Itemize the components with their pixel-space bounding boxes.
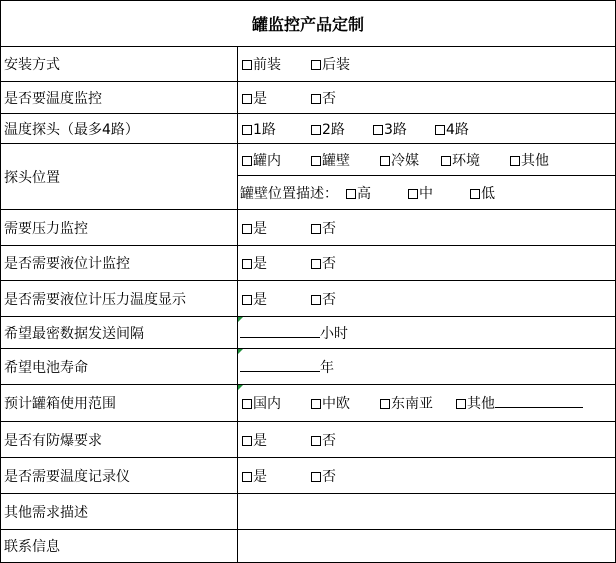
install-option-front[interactable]: 前装 bbox=[242, 54, 281, 74]
checkbox-icon[interactable] bbox=[242, 224, 252, 234]
checkbox-icon[interactable] bbox=[242, 60, 252, 70]
checkbox-icon[interactable] bbox=[456, 399, 466, 409]
pressure-options bbox=[238, 210, 616, 246]
checkbox-icon[interactable] bbox=[311, 156, 321, 166]
interval-input[interactable]: 小时 bbox=[240, 323, 348, 343]
position-options bbox=[238, 144, 616, 176]
checkbox-icon[interactable] bbox=[242, 259, 252, 269]
checkbox-icon[interactable] bbox=[510, 156, 520, 166]
recorder-options bbox=[238, 458, 616, 494]
form-title: 罐监控产品定制 bbox=[1, 1, 616, 47]
battery-label: 希望电池寿命 bbox=[1, 349, 238, 385]
level-display-label: 是否需要液位计压力温度显示 bbox=[1, 281, 238, 317]
position-option-inside[interactable]: 罐内 bbox=[242, 150, 281, 170]
position-label: 探头位置 bbox=[1, 144, 238, 210]
wall-position-mid[interactable]: 中 bbox=[408, 183, 433, 203]
checkbox-icon[interactable] bbox=[311, 94, 321, 104]
contact-field[interactable] bbox=[238, 530, 616, 563]
recorder-no[interactable]: 否 bbox=[311, 466, 336, 486]
range-southeast-asia[interactable]: 东南亚 bbox=[380, 393, 433, 413]
explosion-options bbox=[238, 422, 616, 458]
position-option-refrigerant[interactable]: 冷媒 bbox=[380, 150, 419, 170]
explosion-label: 是否有防爆要求 bbox=[1, 422, 238, 458]
recorder-yes[interactable]: 是 bbox=[242, 466, 267, 486]
range-options bbox=[238, 385, 616, 422]
checkbox-icon[interactable] bbox=[311, 125, 321, 135]
pressure-no[interactable]: 否 bbox=[311, 218, 336, 238]
probe-options bbox=[238, 114, 616, 144]
checkbox-icon[interactable] bbox=[242, 156, 252, 166]
checkbox-icon[interactable] bbox=[380, 399, 390, 409]
wall-position-row bbox=[238, 176, 616, 210]
wall-position-high[interactable]: 高 bbox=[346, 183, 371, 203]
install-label: 安装方式 bbox=[1, 47, 238, 82]
checkbox-icon[interactable] bbox=[346, 189, 356, 199]
level-label: 是否需要液位计监控 bbox=[1, 246, 238, 281]
checkbox-icon[interactable] bbox=[435, 125, 445, 135]
checkbox-icon[interactable] bbox=[373, 125, 383, 135]
blank-line[interactable] bbox=[495, 395, 583, 408]
battery-field bbox=[238, 349, 616, 385]
level-display-yes[interactable]: 是 bbox=[242, 289, 267, 309]
position-option-other[interactable]: 其他 bbox=[510, 150, 549, 170]
level-display-options bbox=[238, 281, 616, 317]
blank-line[interactable] bbox=[240, 325, 320, 338]
checkbox-icon[interactable] bbox=[311, 259, 321, 269]
checkbox-icon[interactable] bbox=[242, 94, 252, 104]
range-label: 预计罐箱使用范围 bbox=[1, 385, 238, 422]
checkbox-icon[interactable] bbox=[242, 472, 252, 482]
pressure-yes[interactable]: 是 bbox=[242, 218, 267, 238]
checkbox-icon[interactable] bbox=[311, 295, 321, 305]
range-other[interactable]: 其他 bbox=[456, 393, 583, 413]
checkbox-icon[interactable] bbox=[242, 125, 252, 135]
range-domestic[interactable]: 国内 bbox=[242, 393, 281, 413]
probe-option-2[interactable]: 2路 bbox=[311, 119, 345, 139]
checkbox-icon[interactable] bbox=[311, 399, 321, 409]
wall-position-label: 罐壁位置描述： bbox=[240, 185, 338, 202]
contact-label: 联系信息 bbox=[1, 530, 238, 563]
recorder-label: 是否需要温度记录仪 bbox=[1, 458, 238, 494]
checkbox-icon[interactable] bbox=[311, 436, 321, 446]
temp-monitor-yes[interactable]: 是 bbox=[242, 88, 267, 108]
level-options bbox=[238, 246, 616, 281]
checkbox-icon[interactable] bbox=[242, 436, 252, 446]
checkbox-icon[interactable] bbox=[441, 156, 451, 166]
level-yes[interactable]: 是 bbox=[242, 253, 267, 273]
range-china-europe[interactable]: 中欧 bbox=[311, 393, 350, 413]
probe-label: 温度探头（最多4路） bbox=[1, 114, 238, 144]
install-option-rear[interactable]: 后装 bbox=[311, 54, 350, 74]
position-option-ambient[interactable]: 环境 bbox=[441, 150, 480, 170]
explosion-no[interactable]: 否 bbox=[311, 430, 336, 450]
blank-line[interactable] bbox=[240, 359, 320, 372]
probe-option-4[interactable]: 4路 bbox=[435, 119, 469, 139]
temp-monitor-label: 是否要温度监控 bbox=[1, 82, 238, 114]
temp-monitor-options bbox=[238, 82, 616, 114]
other-requirements-field[interactable] bbox=[238, 494, 616, 530]
checkbox-icon[interactable] bbox=[470, 189, 480, 199]
position-option-wall[interactable]: 罐壁 bbox=[311, 150, 350, 170]
battery-input[interactable]: 年 bbox=[240, 357, 334, 377]
checkbox-icon[interactable] bbox=[311, 60, 321, 70]
checkbox-icon[interactable] bbox=[408, 189, 418, 199]
interval-field bbox=[238, 317, 616, 349]
install-options bbox=[238, 47, 616, 82]
pressure-label: 需要压力监控 bbox=[1, 210, 238, 246]
checkbox-icon[interactable] bbox=[311, 472, 321, 482]
checkbox-icon[interactable] bbox=[242, 295, 252, 305]
checkbox-icon[interactable] bbox=[242, 399, 252, 409]
other-requirements-label: 其他需求描述 bbox=[1, 494, 238, 530]
checkbox-icon[interactable] bbox=[311, 224, 321, 234]
level-display-no[interactable]: 否 bbox=[311, 289, 336, 309]
probe-option-1[interactable]: 1路 bbox=[242, 119, 276, 139]
wall-position-low[interactable]: 低 bbox=[470, 183, 495, 203]
temp-monitor-no[interactable]: 否 bbox=[311, 88, 336, 108]
checkbox-icon[interactable] bbox=[380, 156, 390, 166]
interval-label: 希望最密数据发送间隔 bbox=[1, 317, 238, 349]
explosion-yes[interactable]: 是 bbox=[242, 430, 267, 450]
probe-option-3[interactable]: 3路 bbox=[373, 119, 407, 139]
level-no[interactable]: 否 bbox=[311, 253, 336, 273]
